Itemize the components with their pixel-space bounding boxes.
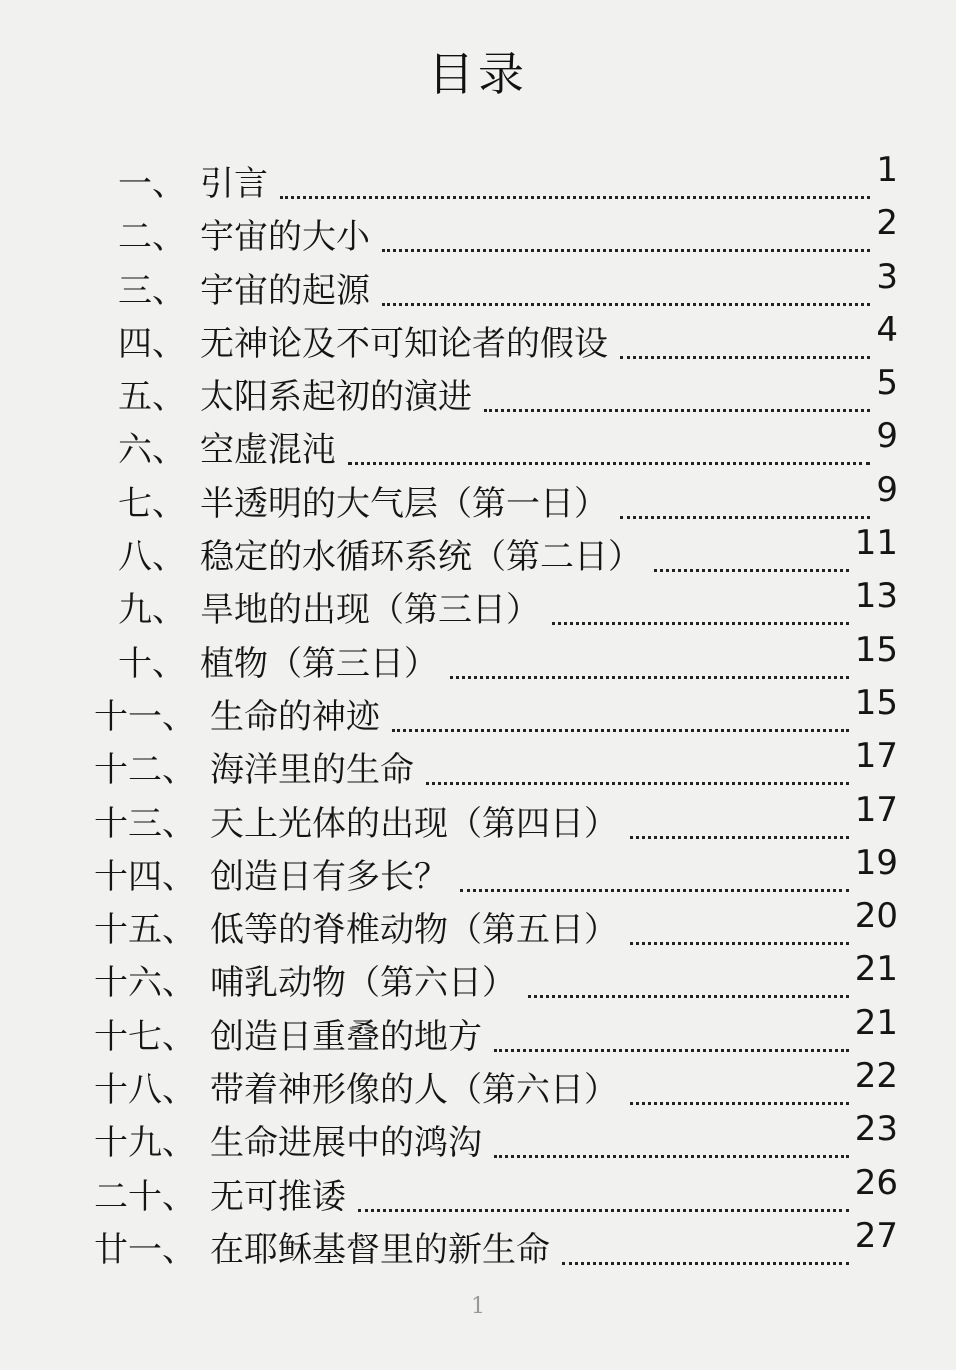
toc-dot-leader xyxy=(630,902,849,945)
toc-entry-title: 空虚混沌 xyxy=(200,430,336,471)
toc-entry xyxy=(0,683,956,736)
toc-entry-title: 无可推诿 xyxy=(210,1176,346,1217)
toc-entry-title: 太阳系起初的演进 xyxy=(200,377,472,418)
toc-dot-leader xyxy=(630,796,849,839)
toc-entry-number: 十四、 xyxy=(94,856,196,897)
toc-entry-title: 宇宙的起源 xyxy=(200,270,370,311)
toc-entry-number: 二、 xyxy=(118,217,186,258)
toc-entry-title: 宇宙的大小 xyxy=(200,217,370,258)
toc-entry xyxy=(0,736,956,789)
toc-entry xyxy=(0,1003,956,1056)
toc-entry-number: 廿一、 xyxy=(94,1229,196,1270)
toc-dot-leader xyxy=(620,316,870,359)
toc-entry-page-number: 17 xyxy=(854,736,898,777)
toc-entry-title: 哺乳动物（第六日） xyxy=(210,963,516,1004)
toc-entry-page-number: 21 xyxy=(854,949,898,990)
toc-entry-title: 半透明的大气层（第一日） xyxy=(200,483,608,524)
toc-entry xyxy=(0,416,956,469)
toc-dot-leader xyxy=(528,955,849,998)
toc-entry xyxy=(0,1163,956,1216)
toc-entry xyxy=(0,630,956,683)
toc-entry-title: 旱地的出现（第三日） xyxy=(200,590,540,631)
toc-entry xyxy=(0,470,956,523)
toc-entry-page-number: 23 xyxy=(854,1109,898,1150)
toc-entry xyxy=(0,843,956,896)
toc-entry xyxy=(0,150,956,203)
toc-dot-leader xyxy=(280,156,870,199)
toc-entry xyxy=(0,576,956,629)
toc-entry-page-number: 20 xyxy=(854,896,898,937)
toc-entry-title: 在耶稣基督里的新生命 xyxy=(210,1229,550,1270)
toc-entry-title: 生命进展中的鸿沟 xyxy=(210,1123,482,1164)
toc-entry-number: 十二、 xyxy=(94,750,196,791)
toc-entry-title: 植物（第三日） xyxy=(200,643,438,684)
toc-entry-title: 创造日重叠的地方 xyxy=(210,1016,482,1057)
toc-entry-number: 十八、 xyxy=(94,1070,196,1111)
toc-dot-leader xyxy=(450,636,849,679)
toc-entry-title: 低等的脊椎动物（第五日） xyxy=(210,910,618,951)
toc-entry-page-number: 27 xyxy=(854,1215,898,1256)
toc-dot-leader xyxy=(348,422,870,465)
toc-dot-leader xyxy=(426,742,849,785)
toc-entry xyxy=(0,310,956,363)
toc-entry-number: 六、 xyxy=(118,430,186,471)
toc-entry-page-number: 5 xyxy=(876,363,898,404)
table-of-contents xyxy=(0,150,956,1269)
toc-entry xyxy=(0,1056,956,1109)
footer-page-number: 1 xyxy=(471,1294,485,1319)
toc-dot-leader xyxy=(358,1169,849,1212)
toc-dot-leader xyxy=(382,209,870,252)
toc-entry-page-number: 26 xyxy=(854,1162,898,1203)
toc-entry-number: 一、 xyxy=(118,164,186,204)
toc-entry-page-number: 2 xyxy=(876,203,898,244)
toc-dot-leader xyxy=(460,849,849,892)
toc-entry-number: 八、 xyxy=(118,537,186,578)
toc-dot-leader xyxy=(494,1115,849,1158)
page-title: 目录 xyxy=(428,47,528,101)
toc-entry xyxy=(0,1109,956,1162)
toc-entry-number: 四、 xyxy=(118,323,186,364)
toc-entry xyxy=(0,896,956,949)
toc-dot-leader xyxy=(484,369,870,412)
toc-entry-number: 十七、 xyxy=(94,1016,196,1057)
toc-entry-number: 九、 xyxy=(118,590,186,631)
toc-entry-number: 十九、 xyxy=(94,1123,196,1164)
toc-entry-title: 稳定的水循环系统（第二日） xyxy=(200,537,642,578)
toc-entry-page-number: 9 xyxy=(876,469,898,510)
toc-entry-number: 十五、 xyxy=(94,910,196,951)
toc-entry-page-number: 17 xyxy=(854,789,898,830)
toc-entry-number: 五、 xyxy=(118,377,186,418)
toc-entry-title: 带着神形像的人（第六日） xyxy=(210,1070,618,1111)
toc-entry-page-number: 22 xyxy=(854,1056,898,1097)
toc-entry-page-number: 11 xyxy=(854,523,898,564)
toc-entry-number: 十一、 xyxy=(94,696,196,737)
toc-entry-title: 创造日有多长？ xyxy=(210,856,448,897)
toc-dot-leader xyxy=(392,689,849,732)
toc-entry xyxy=(0,523,956,576)
toc-entry-page-number: 21 xyxy=(854,1002,898,1043)
toc-entry-number: 十六、 xyxy=(94,963,196,1004)
toc-dot-leader xyxy=(494,1009,849,1052)
toc-dot-leader xyxy=(620,476,870,519)
toc-dot-leader xyxy=(562,1222,849,1265)
toc-dot-leader xyxy=(630,1062,849,1105)
toc-entry-page-number: 3 xyxy=(876,256,898,297)
toc-entry-page-number: 13 xyxy=(854,576,898,617)
toc-entry-page-number: 1 xyxy=(876,150,898,190)
toc-entry-title: 天上光体的出现（第四日） xyxy=(210,803,618,844)
toc-entry xyxy=(0,203,956,256)
toc-entry-page-number: 9 xyxy=(876,416,898,457)
toc-dot-leader xyxy=(654,529,849,572)
toc-entry-number: 二十、 xyxy=(94,1176,196,1217)
toc-entry-page-number: 4 xyxy=(876,309,898,350)
toc-dot-leader xyxy=(382,263,870,306)
toc-entry xyxy=(0,949,956,1002)
toc-entry-page-number: 15 xyxy=(854,629,898,670)
toc-entry-page-number: 19 xyxy=(854,842,898,883)
toc-entry-title: 海洋里的生命 xyxy=(210,750,414,791)
toc-entry xyxy=(0,790,956,843)
toc-entry-number: 十、 xyxy=(118,643,186,684)
toc-entry-number: 七、 xyxy=(118,483,186,524)
toc-dot-leader xyxy=(552,582,849,625)
toc-entry xyxy=(0,257,956,310)
toc-entry-title: 无神论及不可知论者的假设 xyxy=(200,323,608,364)
toc-entry-number: 三、 xyxy=(118,270,186,311)
toc-entry-title: 生命的神迹 xyxy=(210,696,380,737)
toc-entry-title: 引言 xyxy=(200,164,268,204)
toc-entry-page-number: 15 xyxy=(854,682,898,723)
toc-entry xyxy=(0,363,956,416)
toc-entry xyxy=(0,1216,956,1269)
toc-entry-number: 十三、 xyxy=(94,803,196,844)
